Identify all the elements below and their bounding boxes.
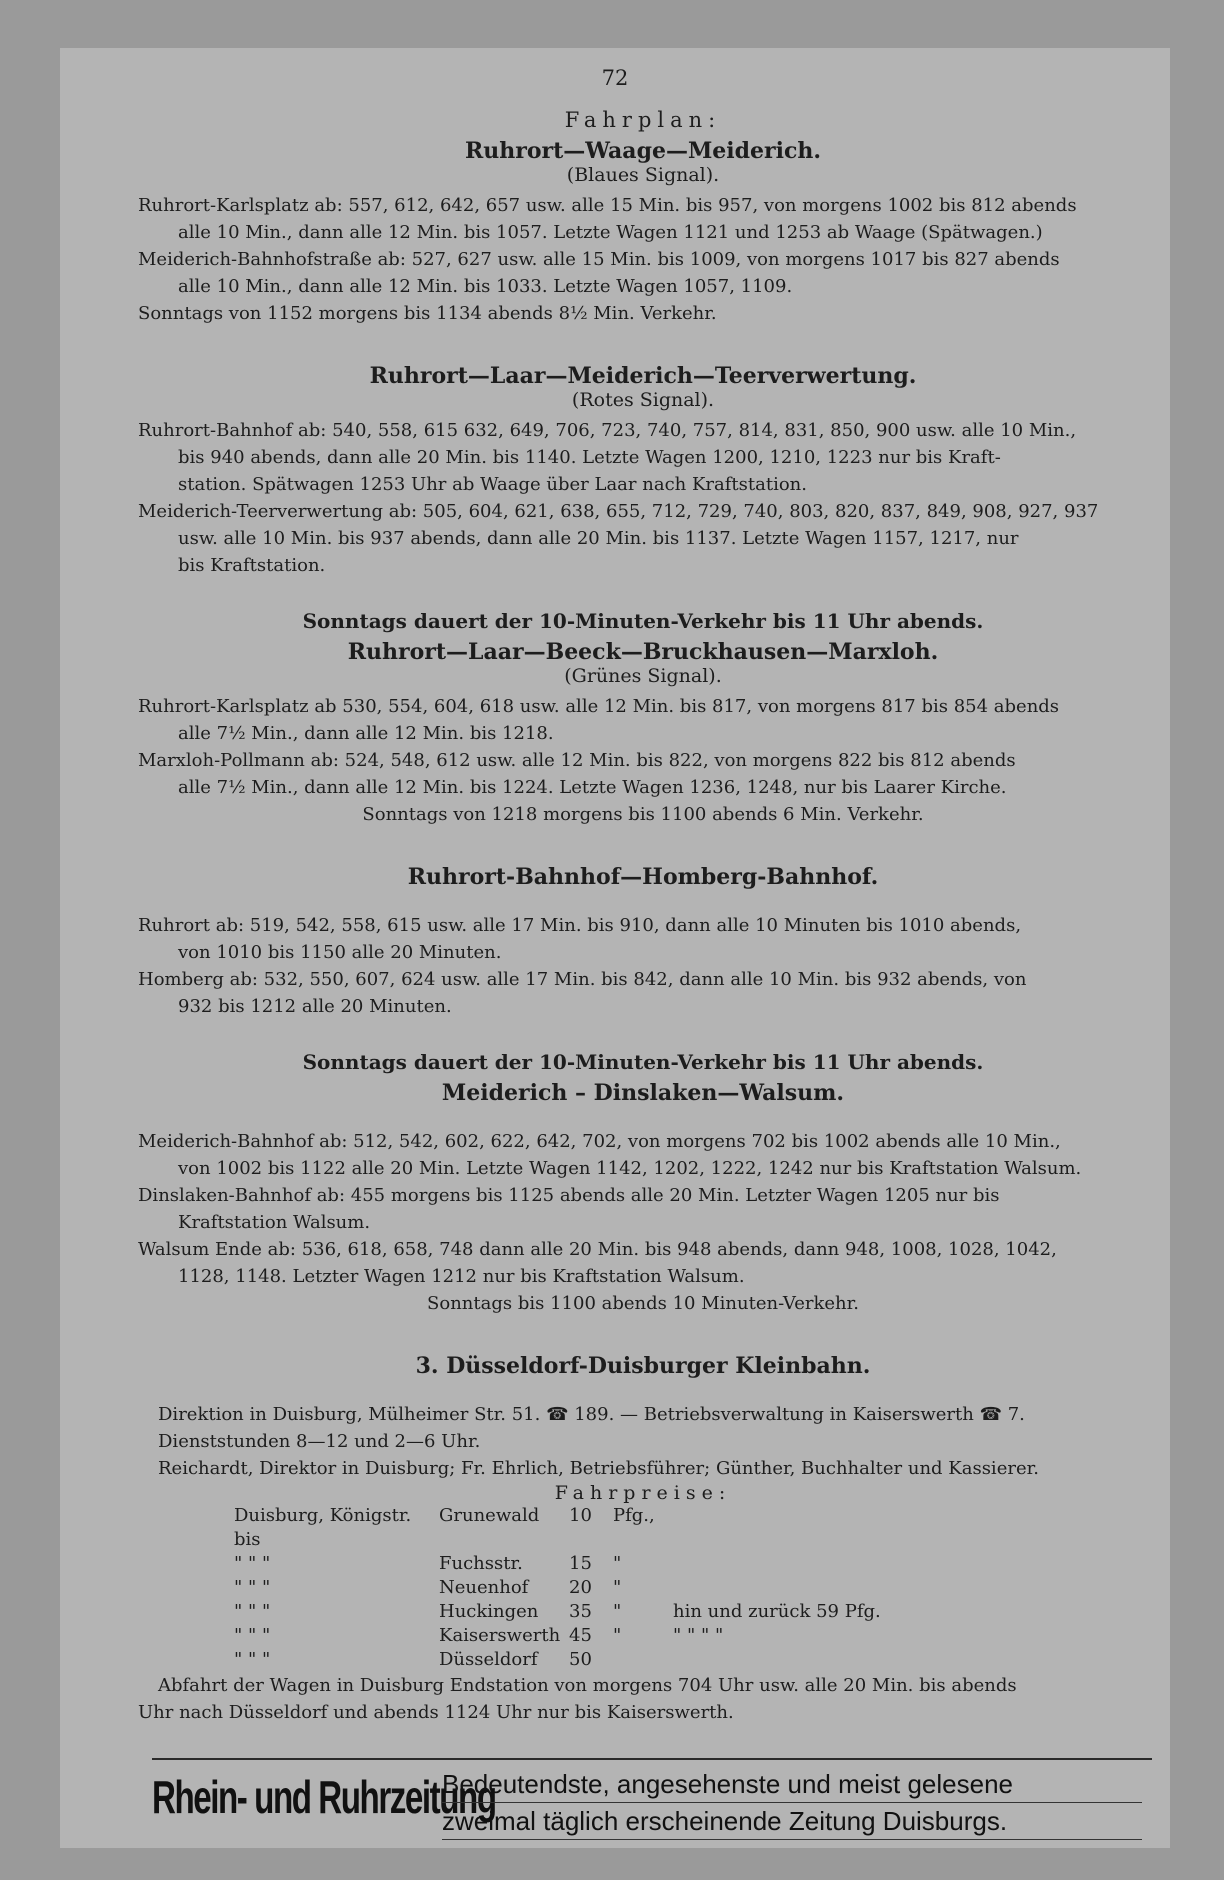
timetable-line: Homberg ab: 532, 550, 607, 624 usw. alle 17 Min. bis 842, dann alle 10 Min. bis 932 abends, von (138, 969, 1027, 990)
timetable-line: bis 940 abends, dann alle 20 Min. bis 1140. Letzte Wagen 1200, 1210, 1223 nur bis Kraft- (178, 447, 1001, 468)
fare-origin: " " " (234, 1601, 271, 1622)
timetable-line: usw. alle 10 Min. bis 937 abends, dann alle 20 Min. bis 1137. Letzte Wagen 1157, 1217, nur (178, 528, 1019, 549)
fahrplan-title: Fahrplan: (564, 108, 722, 132)
fare-unit: " (613, 1625, 622, 1646)
document-page (60, 48, 1170, 1848)
fare-price: 10 (569, 1505, 592, 1526)
timetable-line: alle 7½ Min., dann alle 12 Min. bis 1218. (178, 723, 554, 744)
timetable-line: Sonntags von 1152 morgens bis 1134 abends 8½ Min. Verkehr. (138, 303, 717, 324)
timetable-line: Ruhrort ab: 519, 542, 558, 615 usw. alle 17 Min. bis 910, dann alle 10 Minuten bis 1010 abends, (138, 915, 1022, 936)
timetable-line: 1128, 1148. Letzter Wagen 1212 nur bis Kraftstation Walsum. (178, 1266, 745, 1287)
fare-origin: " " " (234, 1553, 271, 1574)
ad-line: zweimal täglich erscheinende Zeitung Duisburgs. (442, 1803, 1142, 1840)
page-number: 72 (601, 66, 629, 90)
fare-row (234, 1624, 1148, 1648)
fare-origin: Duisburg, Königstr. bis (234, 1505, 412, 1550)
timetable-line: Kraftstation Walsum. (178, 1212, 371, 1233)
timetable-line: station. Spätwagen 1253 Uhr ab Waage über Laar nach Kraftstation. (178, 474, 807, 495)
timetable-line: Meiderich-Teerverwertung ab: 505, 604, 621, 638, 655, 712, 729, 740, 803, 820, 837, 849, 908, 927, 937 (138, 501, 1099, 522)
newspaper-logo: Rhein- und Ruhrzeitung (152, 1771, 496, 1823)
timetable-line: Sonntags bis 1100 abends 10 Minuten-Verkehr. (427, 1293, 859, 1314)
fare-unit: " (613, 1577, 622, 1598)
fare-price: 45 (569, 1625, 592, 1646)
info-line: Reichardt, Direktor in Duisburg; Fr. Ehrlich, Betriebsführer; Günther, Buchhalter und Kassierer. (158, 1458, 1039, 1479)
fare-origin: " " " (234, 1625, 271, 1646)
info-line: Direktion in Duisburg, Mülheimer Str. 51. ☎ 189. — Betriebsverwaltung in Kaiserswerth ☎ 7. (158, 1404, 1025, 1425)
timetable-line: Meiderich-Bahnhof ab: 512, 542, 602, 622, 642, 702, von morgens 702 bis 1002 abends alle 10 Min., (138, 1131, 1061, 1152)
info-line: Uhr nach Düsseldorf und abends 1124 Uhr nur bis Kaiserswerth. (138, 1702, 734, 1723)
fare-table (234, 1504, 1148, 1672)
fare-price: 15 (569, 1553, 592, 1574)
timetable-line: alle 7½ Min., dann alle 12 Min. bis 1224. Letzte Wagen 1236, 1248, nur bis Laarer Kirche. (178, 777, 1007, 798)
fare-destination: Grunewald (439, 1505, 540, 1526)
fare-note: " " " " (673, 1625, 724, 1646)
fare-destination: Neuenhof (439, 1577, 529, 1598)
info-line: Abfahrt der Wagen in Duisburg Endstation von morgens 704 Uhr usw. alle 20 Min. bis abends (158, 1675, 1017, 1696)
fare-origin: " " " (234, 1649, 271, 1670)
timetable-line: Ruhrort-Karlsplatz ab: 557, 612, 642, 657 usw. alle 15 Min. bis 957, von morgens 1002 bis 812 abends (138, 195, 1077, 216)
fare-row (234, 1576, 1148, 1600)
timetable-line: Sonntags von 1218 morgens bis 1100 abends 6 Min. Verkehr. (362, 804, 924, 825)
signal-label: (Rotes Signal). (571, 389, 715, 411)
section-title: Meiderich – Dinslaken—Walsum. (441, 1080, 845, 1106)
fare-origin: " " " (234, 1577, 271, 1598)
content (138, 108, 1148, 1726)
info-line: Dienststunden 8—12 und 2—6 Uhr. (158, 1431, 481, 1452)
fare-unit: " (613, 1553, 622, 1574)
timetable-line: von 1002 bis 1122 alle 20 Min. Letzte Wagen 1142, 1202, 1222, 1242 nur bis Kraftstation Walsum. (178, 1158, 1082, 1179)
timetable-line: Meiderich-Bahnhofstraße ab: 527, 627 usw. alle 15 Min. bis 1009, von morgens 1017 bis 827 abends (138, 249, 1060, 270)
fare-note: hin und zurück 59 Pfg. (673, 1601, 881, 1622)
sunday-note: Sonntags dauert der 10-Minuten-Verkehr bis 11 Uhr abends. (302, 609, 984, 633)
timetable-line: Walsum Ende ab: 536, 618, 658, 748 dann alle 20 Min. bis 948 abends, dann 948, 1008, 1028, 1042, (138, 1239, 1057, 1260)
newspaper-advertisement (152, 1758, 1152, 1850)
timetable-line: Ruhrort-Bahnhof ab: 540, 558, 615 632, 649, 706, 723, 740, 757, 814, 831, 850, 900 usw. alle 10 Min., (138, 420, 1077, 441)
fare-destination: Düsseldorf (439, 1649, 538, 1670)
fare-price: 35 (569, 1601, 592, 1622)
sunday-note: Sonntags dauert der 10-Minuten-Verkehr bis 11 Uhr abends. (302, 1050, 984, 1074)
timetable-line: alle 10 Min., dann alle 12 Min. bis 1033. Letzte Wagen 1057, 1109. (178, 276, 793, 297)
fare-unit: Pfg., (613, 1505, 655, 1526)
fare-row (234, 1648, 1148, 1672)
ad-slogan (442, 1766, 1142, 1840)
fare-unit: " (613, 1601, 622, 1622)
timetable-line: Dinslaken-Bahnhof ab: 455 morgens bis 1125 abends alle 20 Min. Letzter Wagen 1205 nur bis (138, 1185, 1000, 1206)
signal-label: (Grünes Signal). (564, 665, 722, 687)
fare-row (234, 1552, 1148, 1576)
timetable-line: 932 bis 1212 alle 20 Minuten. (178, 996, 452, 1017)
section-title: Ruhrort—Laar—Beeck—Bruckhausen—Marxloh. (347, 639, 939, 665)
section-title: 3. Düsseldorf-Duisburger Kleinbahn. (415, 1353, 871, 1379)
fare-unit (613, 1648, 673, 1672)
section-title: Ruhrort—Laar—Meiderich—Teerverwertung. (369, 363, 917, 389)
section-title: Ruhrort—Waage—Meiderich. (464, 138, 822, 164)
fare-row (234, 1600, 1148, 1624)
fare-price: 20 (569, 1577, 592, 1598)
fare-destination: Kaiserswerth (439, 1625, 561, 1646)
signal-label: (Blaues Signal). (566, 164, 720, 186)
fare-price: 50 (569, 1649, 592, 1670)
section-title: Ruhrort-Bahnhof—Homberg-Bahnhof. (407, 864, 879, 890)
timetable-line: Ruhrort-Karlsplatz ab 530, 554, 604, 618 usw. alle 12 Min. bis 817, von morgens 817 bis 854 abends (138, 696, 1060, 717)
fare-row (234, 1504, 1148, 1552)
fahrpreise-title: Fahrpreise: (554, 1482, 732, 1504)
timetable-line: alle 10 Min., dann alle 12 Min. bis 1057. Letzte Wagen 1121 und 1253 ab Waage (Spätwagen.) (178, 222, 1043, 243)
ad-line: Bedeutendste, angesehenste und meist gelesene (442, 1766, 1142, 1803)
fare-destination: Huckingen (439, 1601, 539, 1622)
timetable-line: Marxloh-Pollmann ab: 524, 548, 612 usw. alle 12 Min. bis 822, von morgens 822 bis 812 abends (138, 750, 1016, 771)
timetable-line: bis Kraftstation. (178, 555, 326, 576)
fare-destination: Fuchsstr. (439, 1553, 523, 1574)
timetable-line: von 1010 bis 1150 alle 20 Minuten. (178, 942, 502, 963)
